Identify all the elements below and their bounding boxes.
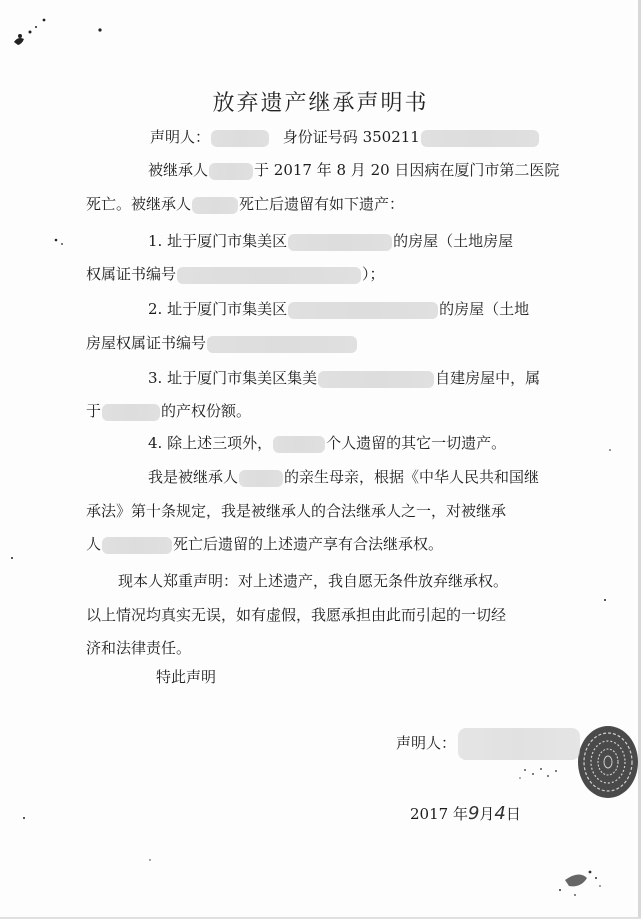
item3-text-d: 的产权份额。 [161,402,252,420]
item1-text-b: 的房屋（土地房屋 [393,232,514,250]
item3-line2 [86,401,251,421]
item2-text-a: 2. 址于厦门市集美区 [148,300,288,318]
redacted-name [102,404,160,421]
item1-line1 [148,231,513,251]
item3-text-a: 3. 址于厦门市集美区集美 [148,369,318,387]
date-day: 4 [494,803,506,824]
para3-text-b: 以上情况均真实无误，如有虚假，我愿承担由此而引起的一切经 [86,606,507,624]
declarant-label: 声明人： [150,128,211,146]
redacted-deceased [102,537,172,554]
item4-line [148,433,506,453]
item4-text-b: 个人遗留的其它一切遗产。 [326,434,507,452]
para1-line1 [148,160,559,180]
item2-text-b: 的房屋（土地 [439,300,530,318]
para2-text-d: 人 [86,535,102,553]
item3-text-c: 于 [86,402,102,420]
para2-line2 [86,501,506,521]
para3-line1 [118,571,508,591]
redacted-deceased [192,197,238,214]
document-title: 放弃遗产继承声明书 [212,91,429,116]
date-year: 2017 年 [410,805,468,823]
item2-line1 [148,299,529,319]
item2-line2 [86,333,358,353]
item1-line2 [86,264,385,284]
redacted-certificate [177,267,361,284]
date-month: 9 [467,803,480,824]
redacted-certificate [207,336,357,353]
declarant-line [150,127,540,147]
para2-line3 [86,534,443,554]
id-label: 身份证号码 350211 [282,128,420,146]
item1-text-a: 1. 址于厦门市集美区 [148,232,288,250]
redacted-address [288,234,392,251]
para2-text-b: 的亲生母亲，根据《中华人民共和国继 [284,468,540,486]
redacted-id [421,130,539,147]
redacted-signature [458,728,580,760]
para1-text-b: 于 2017 年 8 月 20 日因病在厦门市第二医院 [254,161,560,179]
item4-text-a: 4. 除上述三项外， [148,434,273,452]
redacted-deceased [209,163,253,180]
para3-text-c: 济和法律责任。 [86,639,192,657]
item3-line1 [148,368,540,388]
redacted-name [211,130,269,147]
date-day-unit: 日 [505,805,521,823]
item2-text-c: 房屋权属证书编号 [86,334,207,352]
date-month-unit: 月 [479,805,495,823]
item3-text-b: 自建房屋中，属 [435,369,541,387]
para1-text-c: 死亡。被继承人 [86,195,192,213]
signature-label: 声明人： [396,734,457,752]
para2-line1 [148,467,539,487]
item1-text-c: 权属证书编号 [86,265,177,283]
para1-text-a: 被继承人 [148,161,209,179]
fingerprint-mark [578,726,638,798]
para2-text-c: 承法》第十条规定，我是被继承人的合法继承人之一，对被继承 [86,502,507,520]
redacted-address [318,371,434,388]
para3-text-a: 现本人郑重声明：对上述遗产，我自愿无条件放弃继承权。 [118,572,509,590]
para3-line2 [86,605,506,625]
document-date [410,803,521,824]
redacted-address [288,302,438,319]
item1-text-d: ）； [362,265,385,283]
para2-text-a: 我是被继承人 [148,468,239,486]
para3-line3 [86,638,191,658]
para1-line2 [86,194,404,214]
para2-text-e: 死亡后遗留的上述遗产享有合法继承权。 [173,535,444,553]
redacted-deceased [239,470,283,487]
para1-text-d: 死亡后遗留有如下遗产： [239,195,405,213]
closing-statement: 特此声明 [156,668,217,686]
redacted-name [273,436,325,453]
